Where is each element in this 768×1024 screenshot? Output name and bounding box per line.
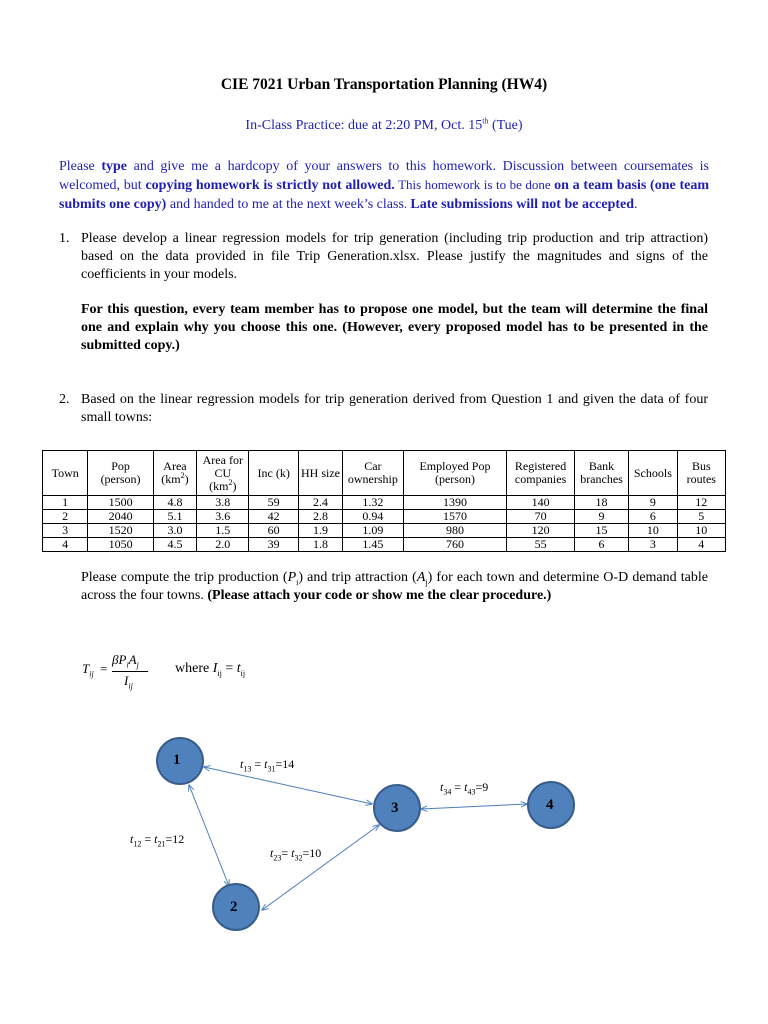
table-row [43,510,726,524]
table-cell: 1390 [403,496,507,510]
table-cell: 2040 [88,510,153,524]
question-2-instructions: Please compute the trip production $(P_i)$ and trip attraction $(A_j)$ for each town and determine O-D demand table across the four towns. (Please attach your code or show me the clear procedure.) [81,570,709,603]
table-row [43,538,726,552]
question-2-text: Based on the linear regression models for trip generation derived from Question 1 and given the data of four small towns: [81,392,708,425]
table-cell: 4 [677,538,725,552]
intro-text: This homework is to be done [394,177,555,192]
col-header-town: Town [43,451,88,496]
table-cell: 760 [403,538,507,552]
subtitle-main: In-Class Practice: due at 2:20 PM, Oct. 15 [245,118,483,133]
table-cell: 1.9 [298,524,342,538]
intro-text: and handed to me at the next week’s class [166,197,404,212]
table-cell: 55 [507,538,574,552]
table-cell: 980 [403,524,507,538]
formula-denominator: $I_{ij}$ [124,673,133,691]
table-cell: 5 [677,510,725,524]
subtitle-tail: (Tue) [488,118,523,133]
table-cell: 70 [507,510,574,524]
table-cell: 3 [629,538,677,552]
table-cell: 3.0 [153,524,196,538]
link-label-1-3: $t_{13} = t_{31}=14$ [240,757,295,774]
intro-bold: type [101,159,128,174]
table-row [43,496,726,510]
table-cell: 9 [574,510,628,524]
intro-bold: on a team basis (one team submits one copy) [59,178,709,212]
table-cell: 6 [629,510,677,524]
table-cell: 3.8 [197,496,249,510]
table-cell: 1.32 [343,496,403,510]
intro-text: Please [59,159,102,174]
table-body [43,496,726,552]
col-header-schools: Schools [629,451,677,496]
instructions-paragraph [59,158,709,214]
table-cell: 2 [43,510,88,524]
table-cell: 5.1 [153,510,196,524]
col-header-car-ownership: Car ownership [343,451,403,496]
question-1-bold-note: For this question, every team member has to propose one model, but the team will determine the final one and explain why you choose this one. (However, every proposed model has to be presented in the submitted copy.) [81,302,708,353]
subtitle-sup: th [482,116,489,126]
due-date-subtitle [0,118,768,134]
table-cell: 1570 [403,510,507,524]
formula-where-clause: where $I_{ij} = t_{ij}$ [175,661,246,678]
page-title: CIE 7021 Urban Transportation Planning (HW4) [220,76,548,93]
col-header-registered-companies: Registered companies [507,451,574,496]
table-cell: 3.6 [197,510,249,524]
link-label-1-2: $t_{12} = t_{21}=12$ [130,832,185,849]
col-header-bus-routes: Bus routes [677,451,725,496]
intro-text: and give me a hardcopy of your answers to this homework. Discussion between coursemates is welcomed, but [59,159,710,193]
node-2-label: 2 [230,899,238,915]
intro-bold: copying homework is strictly not allowed. [145,178,395,193]
table-cell: 15 [574,524,628,538]
link-label-3-4: $t_{34} = t_{43}=9$ [440,780,489,797]
table-cell: 2.0 [197,538,249,552]
table-cell: 1.5 [197,524,249,538]
table-cell: 10 [629,524,677,538]
table-cell: 4.5 [153,538,196,552]
table-cell: 0.94 [343,510,403,524]
col-header-area: Area $(km^2)$ [153,451,196,496]
intro-bold: Late submissions will not be accepted [410,197,635,212]
table-cell: 1.8 [298,538,342,552]
question-1-text: Please develop a linear regression models for trip generation (including trip production and trip attraction) based on the data provided in file Trip Generation.xlsx. Please justify the magnitudes and signs of the coefficients in your models. [81,231,708,282]
node-1-label: 1 [173,752,181,768]
fraction-bar [112,671,148,672]
table-cell: 1520 [88,524,153,538]
col-header-area-cu: Area for CU $(km^2)$ [197,451,249,496]
intro-text: . [403,196,411,211]
link-3-4 [421,804,527,809]
link-2-3 [262,825,379,910]
table-cell: 18 [574,496,628,510]
question-1-number: 1. [59,231,70,246]
table-cell: 3 [43,524,88,538]
table-cell: 2.4 [298,496,342,510]
network-diagram [0,720,768,960]
link-label-2-3: $t_{23}= t_{32}=10$ [270,846,322,863]
table-header-row [43,451,726,496]
table-cell: 9 [629,496,677,510]
table-cell: 1050 [88,538,153,552]
table-cell: 6 [574,538,628,552]
table-row [43,524,726,538]
node-3-label: 3 [391,800,399,816]
col-header-income: Inc (k) [249,451,298,496]
formula-lhs: $T_{ij}$ [82,661,94,679]
node-4-label: 4 [546,797,554,813]
link-1-3 [204,767,372,804]
table-cell: 60 [249,524,298,538]
table-cell: 140 [507,496,574,510]
question-2-number: 2. [59,392,70,407]
table-cell: 59 [249,496,298,510]
table-cell: 1 [43,496,88,510]
table-cell: 1.09 [343,524,403,538]
table-cell: 120 [507,524,574,538]
formula-equals: = [100,661,108,676]
col-header-pop: Pop (person) [88,451,153,496]
table-cell: 10 [677,524,725,538]
col-header-employed-pop: Employed Pop (person) [403,451,507,496]
col-header-bank-branches: Bank branches [574,451,628,496]
table-cell: 2.8 [298,510,342,524]
table-cell: 1.45 [343,538,403,552]
town-data-table [42,450,726,552]
table-cell: 42 [249,510,298,524]
gravity-model-formula [82,652,162,698]
col-header-hh-size: HH size [298,451,342,496]
intro-text: . [634,197,638,212]
link-1-2 [189,785,229,886]
table-cell: 39 [249,538,298,552]
table-cell: 1500 [88,496,153,510]
table-cell: 4.8 [153,496,196,510]
formula-numerator: $\beta P_iA_j$ [112,652,139,670]
table-cell: 12 [677,496,725,510]
table-cell: 4 [43,538,88,552]
